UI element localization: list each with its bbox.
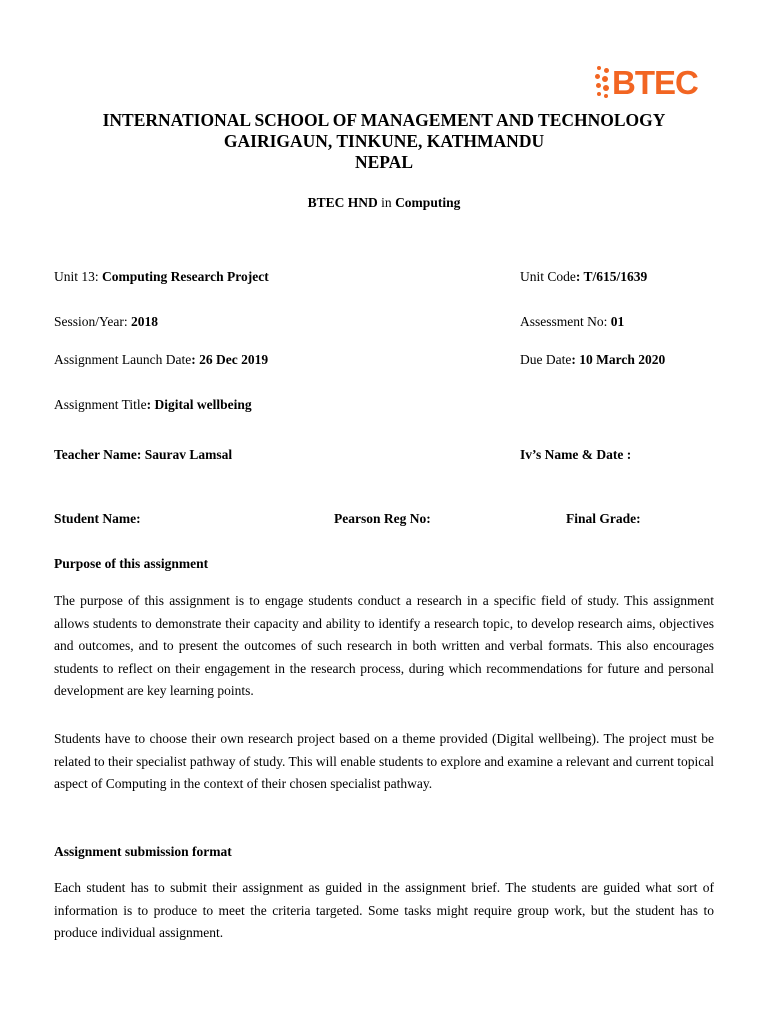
logo-dots-icon — [595, 64, 611, 100]
assignment-title-value: : Digital wellbeing — [146, 397, 252, 412]
logo-text: BTEC — [612, 63, 698, 101]
submission-paragraph-1: Each student has to submit their assignment as guided in the assignment brief. The students are guided what sort of information is to produce to meet the criteria targeted. Some tasks might require group work, but the student has to produce individual assignment. — [54, 880, 714, 941]
assignment-title-field — [54, 397, 252, 413]
student-name-label: Student Name: — [54, 511, 141, 526]
school-name: INTERNATIONAL SCHOOL OF MANAGEMENT AND TECHNOLOGY — [102, 110, 666, 130]
launch-date-value: : 26 Dec 2019 — [191, 352, 269, 367]
assignment-title-label: Assignment Title — [54, 397, 147, 412]
assessment-value: 01 — [610, 314, 625, 329]
session-value: 2018 — [131, 314, 159, 329]
due-date-label: Due Date — [520, 352, 572, 367]
iv-name-date: Iv’s Name & Date : — [520, 447, 632, 462]
assessment-label: Assessment No: — [520, 314, 611, 329]
due-date-field — [520, 352, 665, 368]
school-header — [0, 110, 768, 173]
unit-label: Unit 13: — [54, 269, 103, 284]
unit-code-field — [520, 269, 647, 285]
course-title — [0, 195, 768, 211]
unit-code-label: Unit Code — [520, 269, 576, 284]
assessment-field — [520, 314, 624, 330]
course-prefix: BTEC HND — [307, 195, 378, 210]
unit-value: Computing Research Project — [102, 269, 269, 284]
course-subject: Computing — [395, 195, 461, 210]
launch-date-field — [54, 352, 268, 368]
session-field — [54, 314, 158, 330]
school-address: GAIRIGAUN, TINKUNE, KATHMANDU — [223, 131, 545, 151]
course-connector: in — [377, 195, 396, 210]
unit-field — [54, 269, 269, 285]
pearson-reg-label: Pearson Reg No: — [334, 511, 431, 526]
unit-code-value: : T/615/1639 — [575, 269, 648, 284]
teacher-name: Teacher Name: Saurav Lamsal — [54, 447, 233, 462]
launch-date-label: Assignment Launch Date — [54, 352, 192, 367]
btec-logo — [595, 62, 698, 102]
due-date-value: : 10 March 2020 — [571, 352, 666, 367]
submission-heading: Assignment submission format — [54, 844, 232, 859]
final-grade-label: Final Grade: — [566, 511, 641, 526]
purpose-paragraph-2: Students have to choose their own research project based on a theme provided (Digital wellbeing). The project must be related to their specialist pathway of study. This will enable students to explore and examine a relevant and current topical aspect of Computing in the context of their chosen specialist pathway. — [54, 731, 714, 792]
school-country: NEPAL — [354, 152, 413, 172]
session-label: Session/Year: — [54, 314, 132, 329]
purpose-heading: Purpose of this assignment — [54, 556, 209, 571]
purpose-paragraph-1: The purpose of this assignment is to engage students conduct a research in a specific field of study. This assignment allows students to demonstrate their capacity and ability to identify a research topic, to develop research aims, objectives and outcomes, and to present the outcomes of such research in both written and verbal formats. This also encourages students to reflect on their engagement in the research process, during which recommendations for future and personal development are key learning points. — [54, 593, 714, 699]
